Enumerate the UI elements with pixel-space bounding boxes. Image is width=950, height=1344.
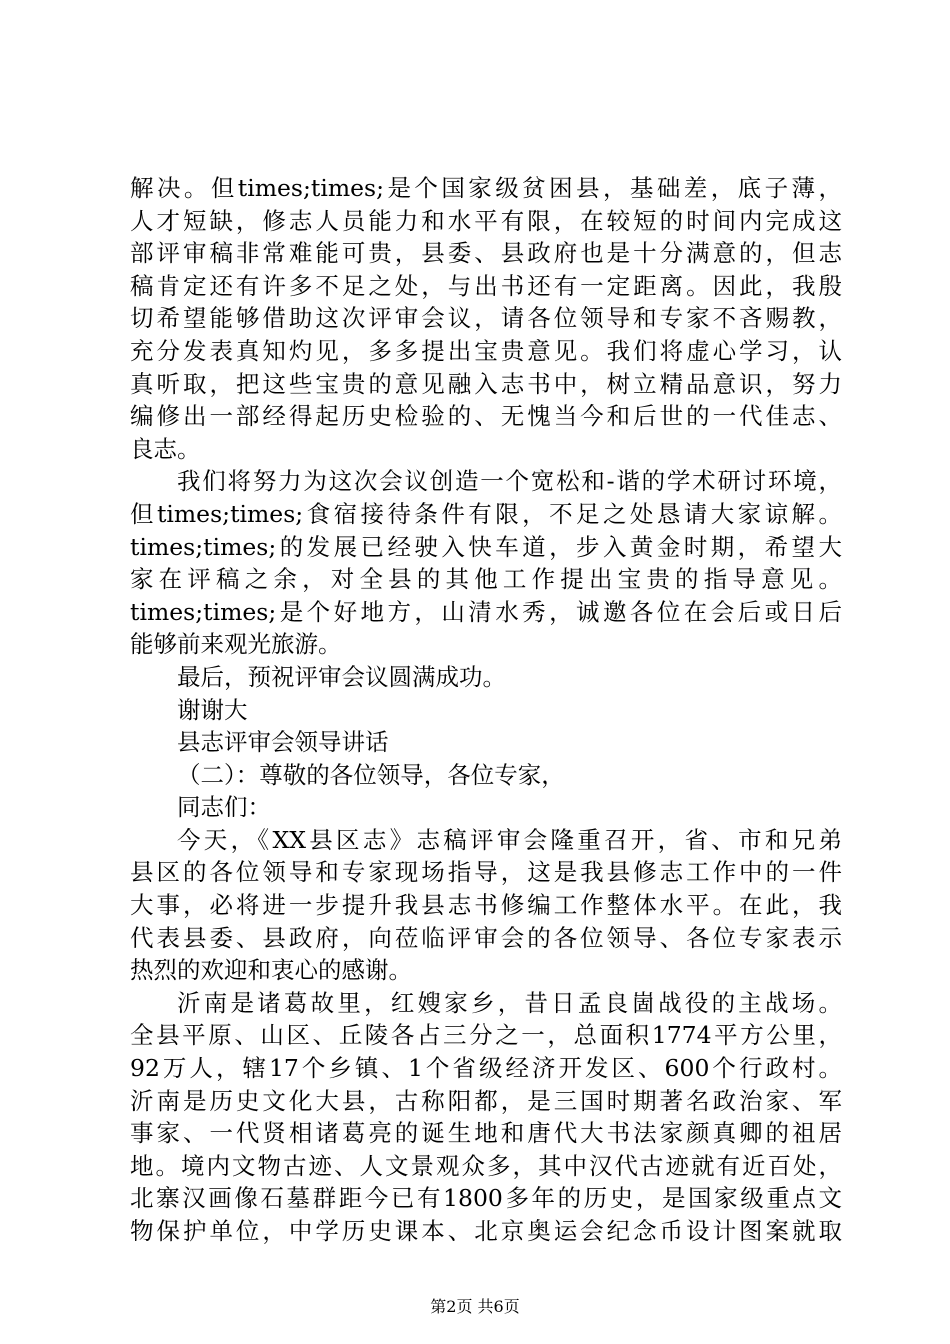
text-line: 切希望能够借助这次评审会议，请各位领导和专家不吝赐教，: [130, 304, 842, 333]
text-line: 县区的各位领导和专家现场指导，这是我县修志工作中的一件: [130, 858, 842, 887]
text-line: 沂南是历史文化大县，古称阳都，是三国时期著名政治家、军: [130, 1086, 842, 1115]
text-line: 解决。但times;times;是个国家级贫困县，基础差，底子薄，: [130, 174, 842, 202]
text-line: 代表县委、县政府，向莅临评审会的各位领导、各位专家表示: [130, 923, 842, 952]
text-line: 充分发表真知灼见，多多提出宝贵意见。我们将虚心学习，认: [130, 336, 842, 365]
text-line: 今天，《XX县区志》志稿评审会隆重召开，省、市和兄弟: [177, 825, 842, 854]
text-line: 部评审稿非常难能可贵，县委、县政府也是十分满意的，但志: [130, 239, 842, 268]
text-line: 大事，必将进一步提升我县志书修编工作整体水平。在此，我: [130, 891, 842, 920]
text-line: 地。境内文物古迹、人文景观众多，其中汉代古迹就有近百处，: [130, 1151, 842, 1180]
text-line: 人才短缺，修志人员能力和水平有限，在较短的时间内完成这: [130, 206, 842, 235]
text-line: 能够前来观光旅游。: [130, 630, 342, 659]
text-line: 全县平原、山区、丘陵各占三分之一，总面积1774平方公里，: [130, 1021, 842, 1050]
body-text: [130, 172, 842, 1248]
text-line: 我们将努力为这次会议创造一个宽松和-谐的学术研讨环境，: [177, 467, 842, 496]
text-line: 同志们：: [177, 793, 271, 822]
text-line: 92万人，辖17个乡镇、1个省级经济开发区、600个行政村。: [130, 1054, 842, 1083]
text-line: 沂南是诸葛故里，红嫂家乡，昔日孟良崮战役的主战场。: [177, 988, 842, 1017]
text-line: 但times;times;食宿接待条件有限，不足之处恳请大家谅解。: [130, 499, 842, 528]
text-line: 最后，预祝评审会议圆满成功。: [177, 662, 506, 691]
text-line: 良志。: [130, 434, 201, 463]
text-line: 谢谢大: [177, 695, 248, 724]
page-number-footer: 第2页 共6页: [430, 1297, 520, 1316]
text-line: 事家、一代贤相诸葛亮的诞生地和唐代大书法家颜真卿的祖居: [130, 1119, 842, 1148]
text-line: times;times;的发展已经驶入快车道，步入黄金时期，希望大: [130, 532, 842, 561]
text-line: 物保护单位，中学历史课本、北京奥运会纪念币设计图案就取: [130, 1217, 842, 1245]
text-line: 编修出一部经得起历史检验的、无愧当今和后世的一代佳志、: [130, 402, 842, 431]
text-line: times;times;是个好地方，山清水秀，诚邀各位在会后或日后: [130, 597, 842, 626]
text-line: 热烈的欢迎和衷心的感谢。: [130, 956, 412, 985]
text-line: （二）：尊敬的各位领导，各位专家，: [177, 760, 565, 789]
text-line: 北寨汉画像石墓群距今已有1800多年的历史，是国家级重点文: [130, 1184, 842, 1213]
section-heading: 县志评审会领导讲话: [177, 728, 389, 757]
text-line: 真听取，把这些宝贵的意见融入志书中，树立精品意识，努力: [130, 369, 842, 398]
text-line: 家在评稿之余，对全县的其他工作提出宝贵的指导意见。: [130, 565, 842, 594]
text-line: 稿肯定还有许多不足之处，与出书还有一定距离。因此，我殷: [130, 271, 842, 300]
